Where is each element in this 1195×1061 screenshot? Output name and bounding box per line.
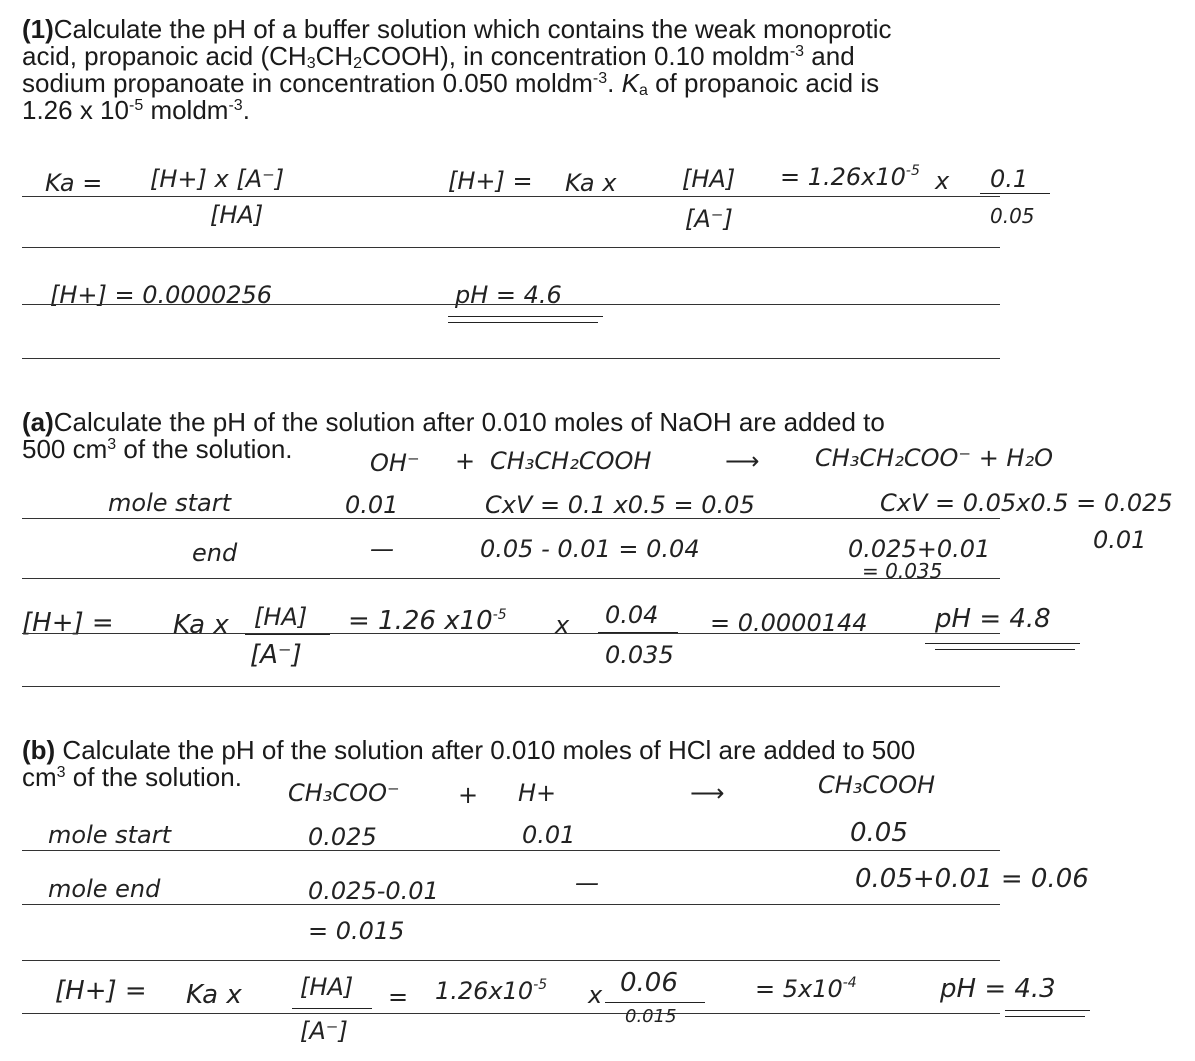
qb-start-salt: 0.025: [308, 823, 377, 851]
qa-end-acid: 0.05 - 0.01 = 0.04: [480, 535, 700, 563]
question-1-line-3: sodium propanoate in concentration 0.050 moldm$^{-3}$. $K_a$ of propanoic acid is: [22, 68, 880, 99]
question-1-line-4: 1.26 x $10^{-5}$ moldm$^{-3}$.: [22, 95, 250, 125]
qa-h-denominator: [A⁻]: [250, 640, 302, 670]
q1-h-value: = $1.26x10^{-5}$: [780, 163, 920, 191]
qb-end-salt-b: = 0.015: [308, 917, 405, 945]
qb-end-acid: 0.05+0.01 = 0.06: [855, 864, 1089, 894]
qb-ph-underline: [1005, 1010, 1090, 1011]
qb-h-equals: =: [388, 983, 409, 1011]
q1-ph-answer: pH = 4.6: [455, 281, 562, 309]
qb-h-ka: Ka x: [186, 980, 242, 1010]
qb-eq-h: H+: [518, 779, 557, 807]
qb-end-salt-a: 0.025-0.01: [308, 877, 439, 905]
qb-h-denominator-value: 0.015: [625, 1006, 677, 1027]
qa-h-lhs: [H+] =: [22, 608, 114, 638]
qb-end-h: —: [575, 869, 599, 897]
q1-h-ka: Ka x: [565, 169, 617, 197]
question-1-line-2: acid, propanoic acid $(CH_3CH_2COOH)$, in concentration 0.10 moldm$^{-3}$ and: [22, 41, 855, 72]
qb-h-numerator: [HA]: [300, 973, 354, 1001]
qb-start-acid: 0.05: [850, 818, 908, 848]
qa-end-salt-a: 0.025+0.01: [848, 535, 991, 563]
qb-ph-underline-2: [1005, 1016, 1085, 1017]
q1-ka-lhs: Ka =: [45, 169, 103, 197]
q1-ka-denominator: [HA]: [210, 201, 264, 229]
qb-h-numerator-value: 0.06: [620, 968, 678, 998]
question-b-label: (b): [22, 735, 56, 765]
q1-h-result: [H+] = 0.0000256: [50, 281, 273, 309]
qb-answer-line-3: [22, 960, 1000, 961]
q1-answer-line-1: [22, 196, 1000, 197]
question-a-line-1: (a)Calculate the pH of the solution after 0.010 moles of NaOH are added to: [22, 407, 885, 437]
qa-end-water: 0.01: [1093, 526, 1147, 554]
qb-answer-line-4: [22, 1013, 1000, 1014]
qa-answer-line-3: [22, 633, 1000, 634]
qa-end-salt-b: = 0.035: [862, 559, 943, 583]
qa-start-oh: 0.01: [345, 491, 399, 519]
qa-h-numerator: [HA]: [254, 603, 308, 631]
qb-ph-answer: pH = 4.3: [940, 974, 1056, 1004]
qb-eq-arrow: ⟶: [690, 779, 725, 807]
qa-ph-underline-2: [935, 649, 1075, 650]
qb-eq-acid: CH₃COOH: [818, 771, 936, 799]
qa-eq-plus: +: [455, 447, 476, 475]
q1-ka-numerator: [H+] x [A⁻]: [150, 165, 285, 193]
qa-h-numerator-value: 0.04: [605, 601, 659, 629]
q1-h-numerator-value: 0.1: [990, 165, 1029, 193]
qb-h-denominator: [A⁻]: [300, 1017, 348, 1045]
qa-eq-acid: CH₃CH₂COOH: [490, 447, 652, 475]
qa-h-times: x: [555, 611, 570, 639]
qb-h-result: = $5x10^{-4}$: [755, 975, 857, 1003]
q1-h-denominator-value: 0.05: [990, 204, 1035, 228]
qb-start-label: mole start: [48, 821, 172, 849]
qa-answer-line-2: [22, 578, 1000, 579]
qb-eq-plus: +: [458, 781, 479, 809]
question-1-label: (1): [22, 14, 54, 44]
qa-start-label: mole start: [108, 489, 232, 517]
qa-eq-arrow: ⟶: [725, 447, 760, 475]
qb-end-label: mole end: [48, 875, 161, 903]
qb-h-times: x: [588, 981, 603, 1009]
qb-start-h: 0.01: [522, 821, 576, 849]
qb-h-fraction-bar: [292, 1008, 372, 1009]
qa-ph-underline: [925, 643, 1080, 644]
question-a-line-2: 500 $cm^3$ of the solution.: [22, 434, 293, 464]
q1-h-times: x: [935, 167, 950, 195]
q1-ph-underline: [448, 316, 603, 317]
qa-start-salt: CxV = 0.05x0.5 = 0.025: [880, 489, 1173, 517]
qa-answer-line-4: [22, 686, 1000, 687]
qb-h-value-fraction-bar: [605, 1002, 705, 1003]
qa-eq-oh: OH⁻: [370, 449, 420, 477]
q1-h-denominator: [A⁻]: [685, 205, 733, 233]
q1-h-lhs: [H+] =: [448, 167, 533, 195]
qa-start-acid: CxV = 0.1 x0.5 = 0.05: [485, 491, 755, 519]
q1-answer-line-3: [22, 304, 1000, 305]
question-1-text: [22, 16, 892, 124]
q1-answer-line-4: [22, 358, 1000, 359]
qa-h-denominator-value: 0.035: [605, 641, 674, 669]
qb-eq-salt: CH₃COO⁻: [288, 779, 400, 807]
qa-end-label: end: [192, 539, 238, 567]
qa-h-ka: Ka x: [173, 610, 229, 640]
question-a-label: (a): [22, 407, 54, 437]
qa-eq-products: CH₃CH₂COO⁻ + H₂O: [815, 444, 1053, 472]
qb-h-value: $1.26x10^{-5}$: [435, 977, 548, 1005]
qb-answer-line-2: [22, 904, 1000, 905]
qa-h-fraction-bar: [245, 634, 330, 635]
question-b-line-2: $cm^3$ of the solution.: [22, 762, 242, 792]
qb-answer-line-1: [22, 850, 1000, 851]
question-b-line-1: (b) Calculate the pH of the solution after 0.010 moles of HCl are added to 500: [22, 735, 916, 765]
q1-h-value-fraction-bar: [980, 193, 1050, 194]
qa-end-oh: —: [370, 535, 394, 563]
qa-ph-answer: pH = 4.8: [935, 604, 1051, 634]
qa-h-result: = 0.0000144: [710, 609, 868, 637]
question-1-line-1: (1)Calculate the pH of a buffer solution which contains the weak monoprotic: [22, 14, 892, 44]
q1-h-numerator: [HA]: [682, 165, 736, 193]
q1-answer-line-2: [22, 247, 1000, 248]
qa-h-value: = 1.26 $x10^{-5}$: [348, 606, 507, 636]
qb-h-lhs: [H+] =: [55, 976, 147, 1006]
q1-ph-underline-2: [448, 322, 598, 323]
qa-answer-line-1: [22, 518, 1000, 519]
